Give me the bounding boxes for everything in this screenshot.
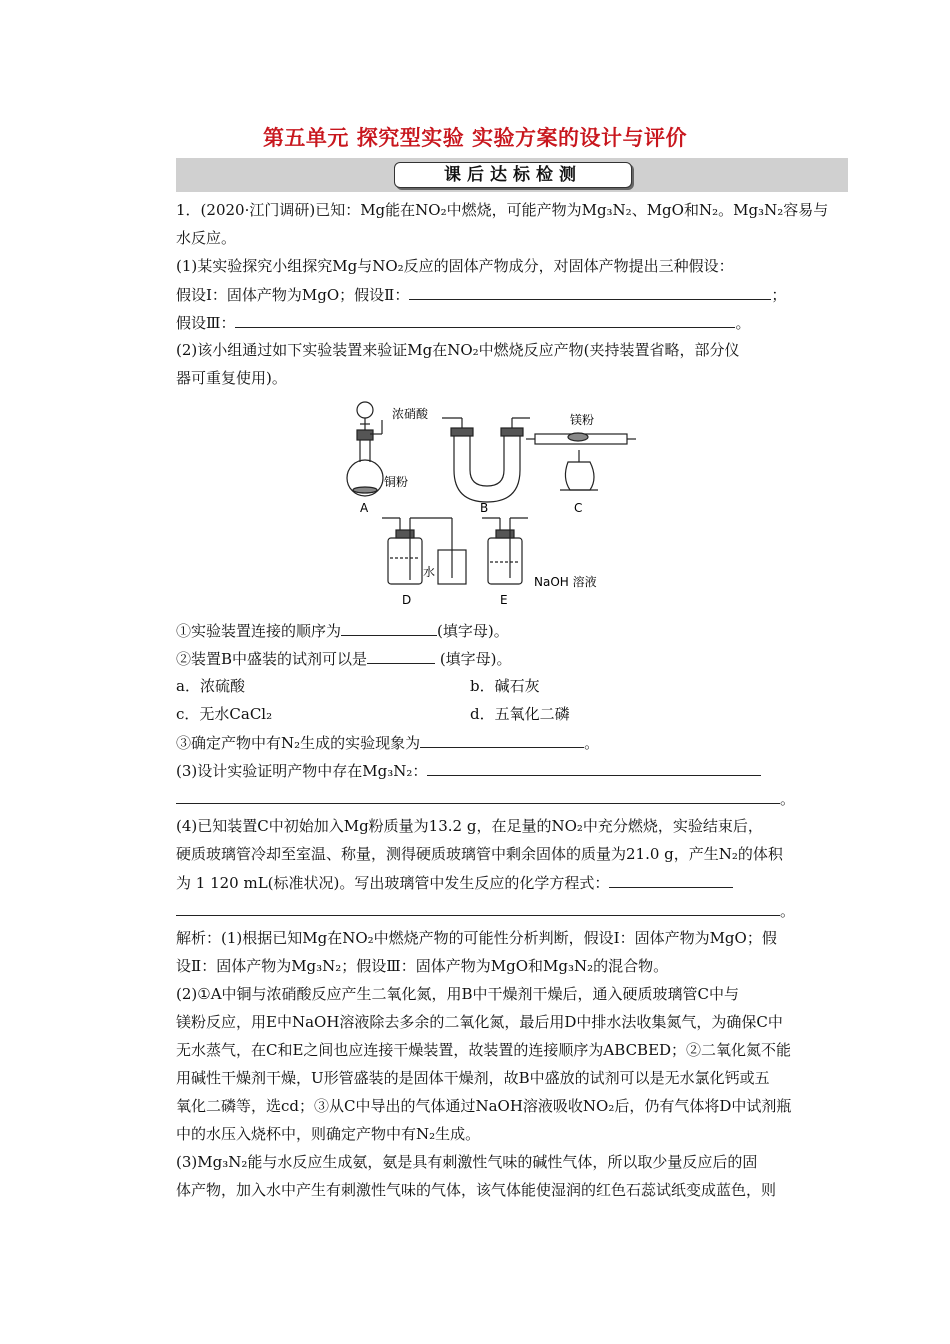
hypothesis-1-2: 假设Ⅰ：固体产物为MgO；假设Ⅱ：: [176, 286, 410, 304]
label-a: A: [360, 501, 369, 515]
hypothesis-3: 假设Ⅲ：: [176, 314, 236, 332]
part-3-line: [176, 760, 761, 781]
sub-question-1: [176, 620, 509, 641]
sub-question-3: [176, 732, 599, 753]
apparatus-figure: [330, 390, 650, 610]
part-3-end: 。: [780, 790, 796, 808]
separatory-funnel: [357, 402, 373, 418]
sub-q2-end: (填字母)。: [439, 650, 512, 668]
sub-q3-text: ③确定产物中有N₂生成的实验现象为: [176, 734, 421, 752]
label-mg: 镁粉: [570, 413, 595, 427]
label-b: B: [480, 501, 489, 515]
sub-q2-blank[interactable]: [367, 648, 435, 664]
analysis-l5: 无水蒸气，在C和E之间也应连接干燥装置，故装置的连接顺序为ABCBED；②二氧化氮不能: [176, 1041, 792, 1059]
p4-line1: (4)已知装置C中初始加入Mg粉质量为13.2 g，在足量的NO₂中充分燃烧，实验结束后，: [176, 817, 763, 835]
analysis-l1: 解析：(1)根据已知Mg在NO₂中燃烧产物的可能性分析判断，假设Ⅰ：固体产物为MgO；假: [176, 929, 777, 947]
option-c: c．无水CaCl₂: [176, 705, 273, 723]
analysis-l10: 体产物，加入水中产生有刺激性气味的气体，该气体能使湿润的红色石蕊试纸变成蓝色，则: [176, 1181, 777, 1199]
part-4-blank-2[interactable]: [176, 900, 780, 916]
banner-label: 课后达标检测: [394, 162, 632, 188]
p2-line2: 器可重复使用)。: [176, 369, 287, 387]
sub-q1-text: ①实验装置连接的顺序为: [176, 622, 342, 640]
p1-line1: (1)某实验探究小组探究Mg与NO₂反应的固体产物成分，对固体产物提出三种假设：: [176, 257, 734, 275]
option-b: b．碱石灰: [470, 677, 540, 695]
label-water: 水: [423, 565, 436, 579]
section-banner: [176, 158, 848, 192]
part-3-text: (3)设计实验证明产物中存在Mg₃N₂：: [176, 762, 428, 780]
p4-line3: [176, 872, 733, 893]
p4-line4: [176, 900, 795, 921]
part-3-line2: [176, 788, 795, 809]
p1-hypothesis-line: [176, 284, 786, 305]
hypothesis-3-blank[interactable]: [235, 312, 735, 328]
part-3-blank-1[interactable]: [427, 760, 761, 776]
label-d: D: [402, 593, 412, 607]
part-4-blank-1[interactable]: [609, 872, 733, 888]
semicolon: ；: [771, 286, 787, 304]
p2-line1: (2)该小组通过如下实验装置来验证Mg在NO₂中燃烧反应产物(夹持装置省略，部分仪: [176, 341, 740, 359]
analysis-l3: (2)①A中铜与浓硝酸反应产生二氧化氮，用B中干燥剂干燥后，通入硬质玻璃管C中与: [176, 985, 740, 1003]
analysis-l6: 用碱性干燥剂干燥，U形管盛装的是固体干燥剂，故B中盛放的试剂可以是无水氯化钙或五: [176, 1069, 770, 1087]
sub-q2-text: ②装置B中盛装的试剂可以是: [176, 650, 368, 668]
page-title: 第五单元 探究型实验 实验方案的设计与评价: [262, 126, 688, 150]
analysis-l2: 设Ⅱ：固体产物为Mg₃N₂；假设Ⅲ：固体产物为MgO和Mg₃N₂的混合物。: [176, 957, 669, 975]
part-3-blank-2[interactable]: [176, 788, 780, 804]
part-4-end: 。: [780, 902, 796, 920]
q1-line1: 1．(2020·江门调研)已知：Mg能在NO₂中燃烧，可能产物为Mg₃N₂、MgO和N₂。Mg₃N₂容易与: [176, 201, 829, 219]
p4-line3-text: 为 1 120 mL(标准状况)。写出玻璃管中发生反应的化学方程式：: [176, 874, 610, 892]
sub-q3-end: 。: [584, 734, 600, 752]
sub-q3-blank[interactable]: [420, 732, 584, 748]
analysis-l4: 镁粉反应，用E中NaOH溶液除去多余的二氧化氮，最后用D中排水法收集氮气，为确保C中: [176, 1013, 783, 1031]
sub-q1-end: (填字母)。: [437, 622, 509, 640]
option-d: d．五氧化二磷: [470, 705, 570, 723]
hypothesis-2-blank[interactable]: [409, 284, 771, 300]
sub-q1-blank[interactable]: [341, 620, 437, 636]
q1-line2: 水反应。: [176, 229, 237, 247]
label-copper: 铜粉: [384, 475, 409, 489]
analysis-l7: 氧化二磷等，选cd；③从C中导出的气体通过NaOH溶液吸收NO₂后，仍有气体将D中试剂瓶: [176, 1097, 792, 1115]
analysis-l9: (3)Mg₃N₂能与水反应生成氨，氨是具有刺激性气味的碱性气体，所以取少量反应后的固: [176, 1153, 758, 1171]
p1-hypothesis3-line: [176, 312, 750, 333]
option-a: a．浓硫酸: [176, 677, 245, 695]
sub-question-2: [176, 648, 512, 669]
analysis-l8: 中的水压入烧杯中，则确定产物中有N₂生成。: [176, 1125, 481, 1143]
label-c: C: [574, 501, 583, 515]
label-conc-nitric: 浓硝酸: [392, 407, 429, 421]
label-e: E: [500, 593, 508, 607]
period: 。: [735, 314, 751, 332]
label-naoh: NaOH 溶液: [534, 575, 597, 589]
p4-line2: 硬质玻璃管冷却至室温、称量，测得硬质玻璃管中剩余固体的质量为21.0 g，产生N₂的体积: [176, 845, 783, 863]
